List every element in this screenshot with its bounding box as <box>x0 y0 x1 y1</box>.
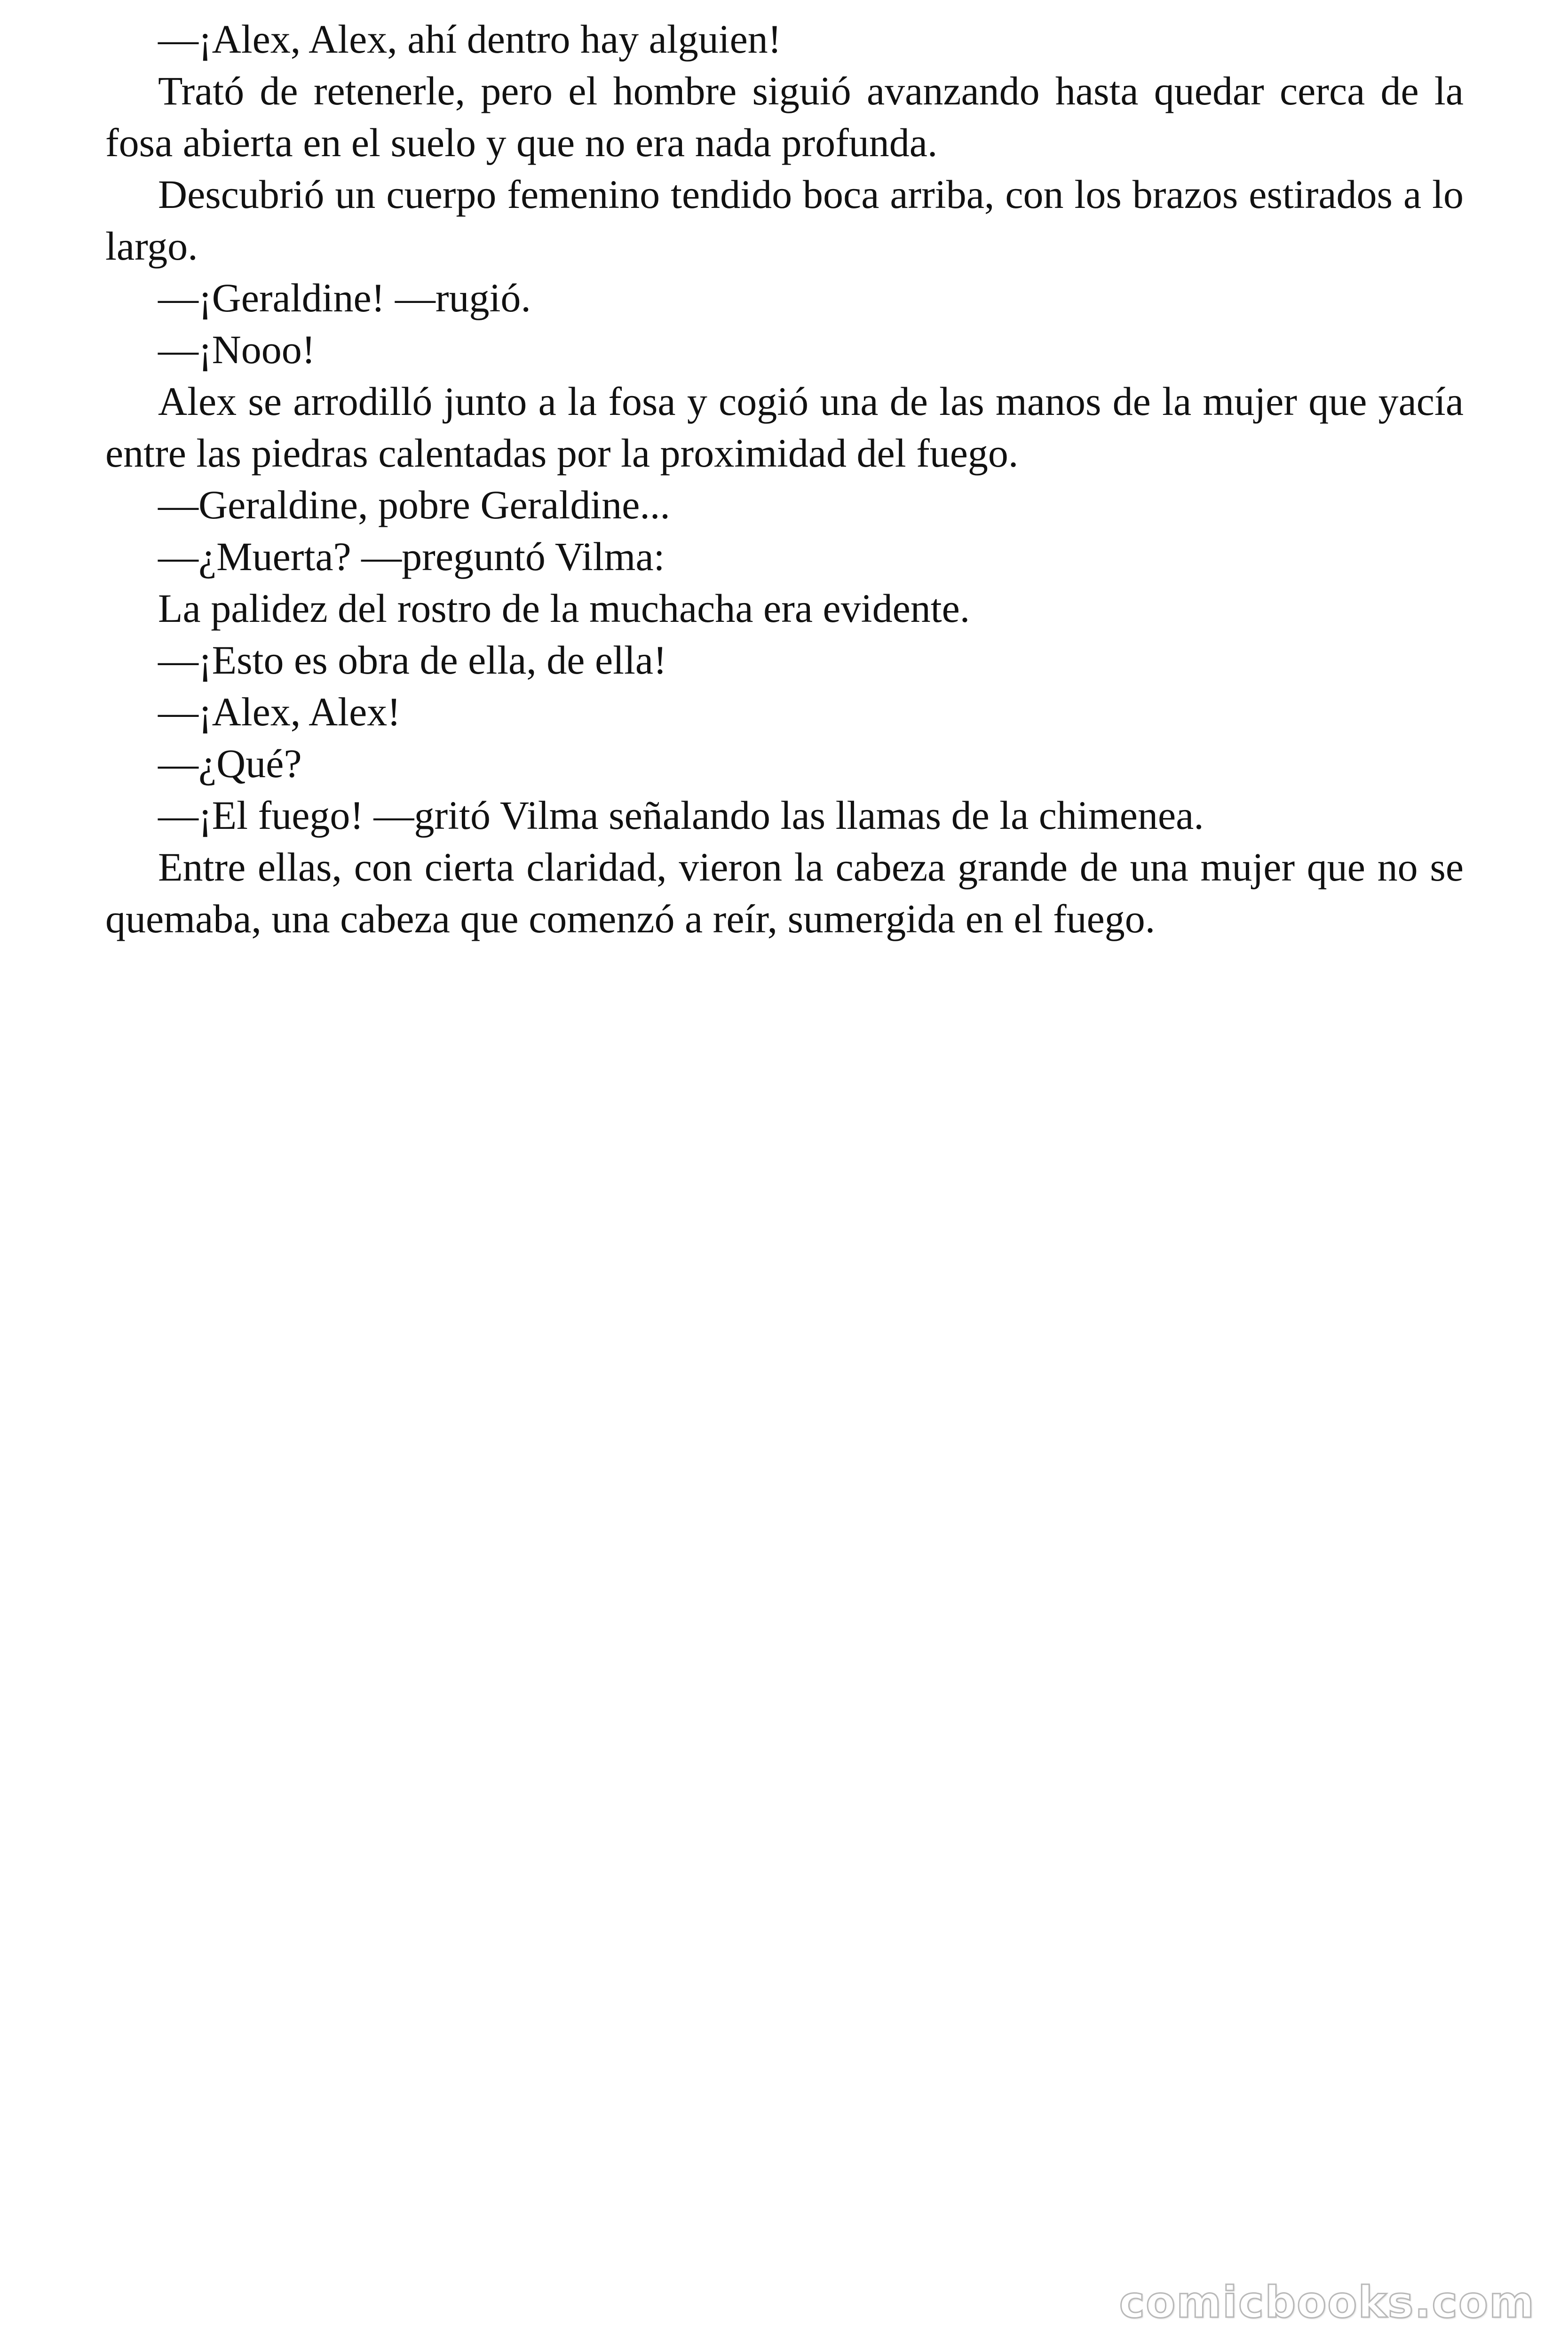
paragraph-13: —¡El fuego! —gritó Vilma señalando las llamas de la chimenea. <box>158 793 1204 838</box>
paragraph-9: La palidez del rostro de la muchacha era evidente. <box>158 586 970 631</box>
paragraph-14: Entre ellas, con cierta claridad, vieron la cabeza grande de una mujer que no se quemaba, una cabeza que comenzó a reír, sumergida en el fuego. <box>105 844 1464 941</box>
paragraph-10: —¡Esto es obra de ella, de ella! <box>158 637 667 683</box>
paragraph-11: —¡Alex, Alex! <box>158 689 401 734</box>
body-text <box>105 13 1464 945</box>
paragraph-7: —Geraldine, pobre Geraldine... <box>158 482 670 527</box>
paragraph-6: Alex se arrodilló junto a la fosa y cogió una de las manos de la mujer que yacía entre las piedras calentadas por la proximidad del fuego. <box>105 379 1464 476</box>
paragraph-1: —¡Alex, Alex, ahí dentro hay alguien! <box>158 16 782 62</box>
paragraph-4: —¡Geraldine! —rugió. <box>158 275 531 320</box>
paragraph-8: —¿Muerta? —preguntó Vilma: <box>158 534 665 579</box>
paragraph-12: —¿Qué? <box>158 741 302 786</box>
paragraph-5: —¡Nooo! <box>158 327 316 372</box>
paragraph-3: Descubrió un cuerpo femenino tendido boca arriba, con los brazos estirados a lo largo. <box>105 172 1464 269</box>
watermark: comicbooks.com <box>1119 2277 1535 2328</box>
paragraph-2: Trató de retenerle, pero el hombre siguió avanzando hasta quedar cerca de la fosa abierta en el suelo y que no era nada profunda. <box>105 68 1464 165</box>
